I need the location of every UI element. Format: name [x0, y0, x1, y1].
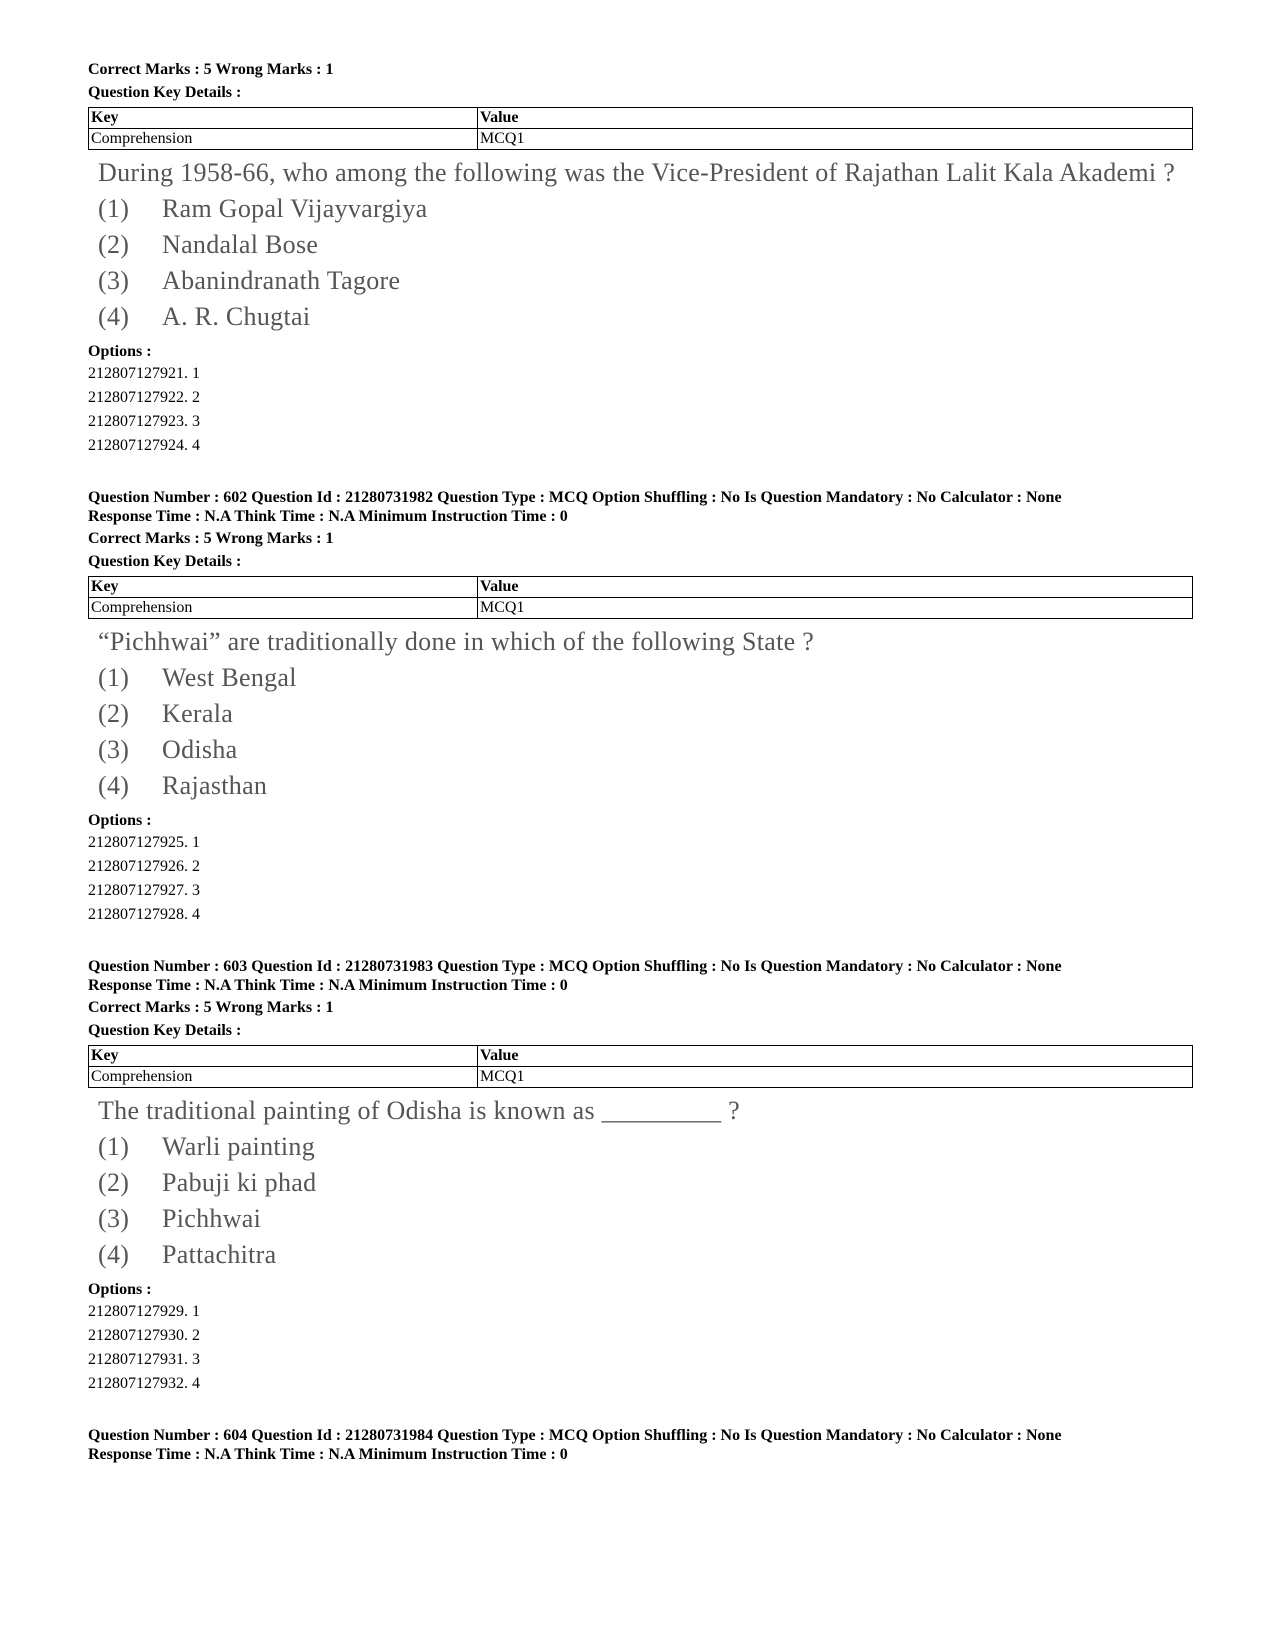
option-id: 212807127929. 1	[88, 1303, 200, 1320]
options-label: Options :	[88, 812, 152, 829]
table-header-row	[89, 108, 1193, 129]
option-id: 212807127921. 1	[88, 365, 200, 382]
question-block-602	[88, 488, 1193, 927]
choice-text: Pabuji ki phad	[162, 1168, 317, 1197]
choice-item	[88, 1132, 1193, 1162]
question-text: The traditional painting of Odisha is known as _________ ?	[98, 1096, 741, 1125]
question-block-604	[88, 1426, 1193, 1464]
question-header: Question Number : 602 Question Id : 21280731982 Question Type : MCQ Option Shuffling : No Is Question Mandatory : No Calculator : None	[88, 489, 1062, 506]
table-header-row	[89, 577, 1193, 598]
choice-item	[88, 302, 1193, 332]
option-id: 212807127927. 3	[88, 882, 200, 899]
choice-text: Pattachitra	[162, 1240, 277, 1269]
choice-text: Odisha	[162, 735, 238, 764]
choice-number: (3)	[98, 735, 130, 764]
choice-text: West Bengal	[162, 663, 297, 692]
value-header: Value	[478, 577, 1193, 598]
key-cell: Comprehension	[89, 129, 478, 150]
option-id: 212807127928. 4	[88, 906, 200, 923]
choice-text: Rajasthan	[162, 771, 268, 800]
choice-item	[88, 1240, 1193, 1270]
choice-number: (1)	[98, 194, 130, 223]
option-id: 212807127923. 3	[88, 413, 200, 430]
option-id: 212807127925. 1	[88, 834, 200, 851]
choice-item	[88, 771, 1193, 801]
choice-item	[88, 663, 1193, 693]
choice-item	[88, 699, 1193, 729]
marks-line: Correct Marks : 5 Wrong Marks : 1	[88, 999, 334, 1016]
marks-line: Correct Marks : 5 Wrong Marks : 1	[88, 530, 334, 547]
choice-text: Kerala	[162, 699, 234, 728]
choice-item	[88, 194, 1193, 224]
choice-number: (3)	[98, 1204, 130, 1233]
key-header: Key	[89, 1046, 478, 1067]
key-cell: Comprehension	[89, 1067, 478, 1088]
choice-item	[88, 266, 1193, 296]
choice-number: (1)	[98, 663, 130, 692]
choice-text: Ram Gopal Vijayvargiya	[162, 194, 428, 223]
choice-number: (1)	[98, 1132, 130, 1161]
choice-item	[88, 735, 1193, 765]
choice-number: (2)	[98, 1168, 130, 1197]
value-header: Value	[478, 108, 1193, 129]
choice-text: Warli painting	[162, 1132, 316, 1161]
choice-text: Nandalal Bose	[162, 230, 319, 259]
choice-number: (4)	[98, 771, 130, 800]
table-header-row	[89, 1046, 1193, 1067]
value-cell: MCQ1	[478, 129, 1193, 150]
choice-text: Pichhwai	[162, 1204, 262, 1233]
choice-item	[88, 230, 1193, 260]
choice-item	[88, 1204, 1193, 1234]
option-id: 212807127931. 3	[88, 1351, 200, 1368]
question-timing: Response Time : N.A Think Time : N.A Minimum Instruction Time : 0	[88, 977, 568, 994]
value-header: Value	[478, 1046, 1193, 1067]
option-id: 212807127932. 4	[88, 1375, 200, 1392]
choice-text: A. R. Chugtai	[162, 302, 311, 331]
value-cell: MCQ1	[478, 598, 1193, 619]
question-header: Question Number : 604 Question Id : 21280731984 Question Type : MCQ Option Shuffling : No Is Question Mandatory : No Calculator : None	[88, 1427, 1062, 1444]
option-id: 212807127922. 2	[88, 389, 200, 406]
key-header: Key	[89, 108, 478, 129]
choice-item	[88, 1168, 1193, 1198]
choice-number: (4)	[98, 302, 130, 331]
question-image	[88, 627, 1193, 801]
choice-text: Abanindranath Tagore	[162, 266, 401, 295]
key-details-label: Question Key Details :	[88, 553, 242, 570]
key-details-table	[88, 576, 1193, 619]
key-cell: Comprehension	[89, 598, 478, 619]
value-cell: MCQ1	[478, 1067, 1193, 1088]
key-header: Key	[89, 577, 478, 598]
document-page	[88, 60, 1193, 1464]
question-timing: Response Time : N.A Think Time : N.A Minimum Instruction Time : 0	[88, 1446, 568, 1463]
question-header: Question Number : 603 Question Id : 21280731983 Question Type : MCQ Option Shuffling : No Is Question Mandatory : No Calculator : None	[88, 958, 1062, 975]
options-label: Options :	[88, 343, 152, 360]
question-block-603	[88, 957, 1193, 1396]
question-text: During 1958-66, who among the following was the Vice-President of Rajathan Lalit Kala Akademi ?	[98, 158, 1176, 187]
table-row	[89, 598, 1193, 619]
option-id: 212807127930. 2	[88, 1327, 200, 1344]
table-row	[89, 1067, 1193, 1088]
key-details-label: Question Key Details :	[88, 1022, 242, 1039]
option-id: 212807127926. 2	[88, 858, 200, 875]
question-timing: Response Time : N.A Think Time : N.A Minimum Instruction Time : 0	[88, 508, 568, 525]
key-details-table	[88, 1045, 1193, 1088]
question-block-601	[88, 60, 1193, 458]
key-details-table	[88, 107, 1193, 150]
choice-number: (2)	[98, 230, 130, 259]
choice-number: (4)	[98, 1240, 130, 1269]
question-text: “Pichhwai” are traditionally done in which of the following State ?	[98, 627, 815, 656]
question-image	[88, 158, 1193, 332]
options-label: Options :	[88, 1281, 152, 1298]
choice-number: (2)	[98, 699, 130, 728]
choice-number: (3)	[98, 266, 130, 295]
marks-line: Correct Marks : 5 Wrong Marks : 1	[88, 61, 334, 78]
key-details-label: Question Key Details :	[88, 84, 242, 101]
option-id: 212807127924. 4	[88, 437, 200, 454]
question-image	[88, 1096, 1193, 1270]
table-row	[89, 129, 1193, 150]
